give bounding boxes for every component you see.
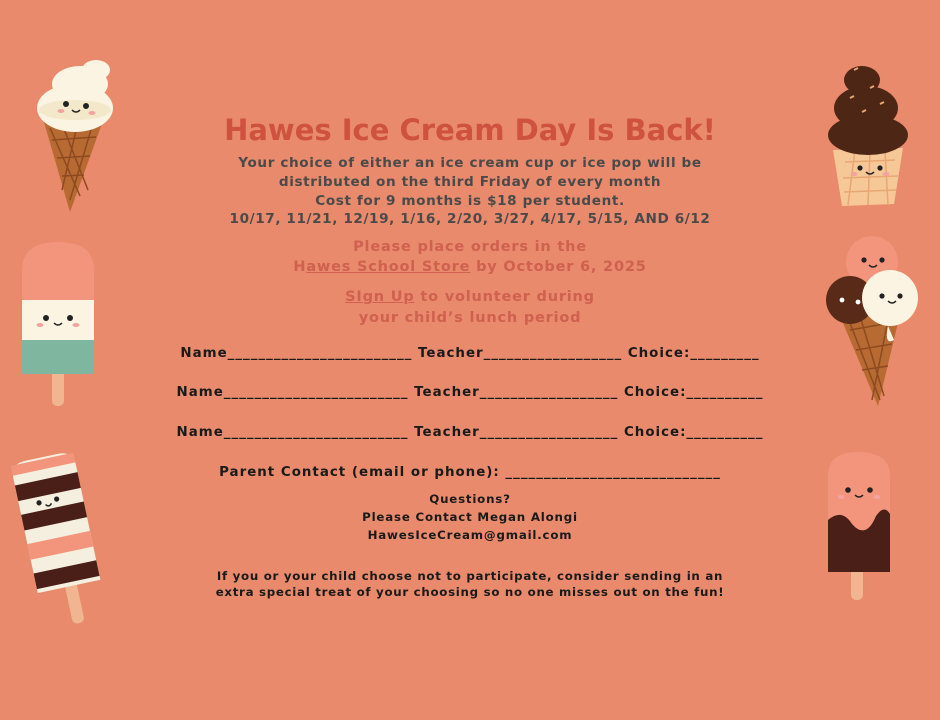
volunteer-line-1 [0, 289, 940, 305]
volunteer-text: to volunteer during [414, 289, 595, 305]
info-line-1: Your choice of either an ice cream cup or ice pop will be [238, 155, 702, 171]
volunteer-line-2: your child’s lunch period [358, 310, 582, 326]
order-deadline: by October 6, 2025 [470, 259, 647, 275]
info-line-3: Cost for 9 months is $18 per student. [315, 193, 625, 209]
questions-heading: Questions? [429, 492, 511, 506]
order-prefix: H [293, 259, 307, 275]
contact-email[interactable]: HawesIceCream@gmail.com [367, 528, 573, 542]
form-row-1[interactable]: Name________________________ Teacher__________________ Choice:_________ [180, 346, 760, 361]
form-row-2[interactable]: Name________________________ Teacher__________________ Choice:__________ [176, 385, 764, 400]
school-store-link[interactable]: awes School Store [306, 259, 471, 275]
form-row-3[interactable]: Name________________________ Teacher__________________ Choice:__________ [176, 425, 764, 440]
page-title: Hawes Ice Cream Day Is Back! [224, 113, 716, 147]
note-line-2: extra special treat of your choosing so no one misses out on the fun! [215, 585, 725, 599]
order-line-2 [0, 259, 940, 275]
order-line-1: Please place orders in the [353, 239, 587, 255]
parent-contact-field[interactable]: Parent Contact (email or phone): ____________________________ [219, 465, 721, 480]
info-line-2: distributed on the third Friday of every month [278, 174, 662, 190]
info-line-4: 10/17, 11/21, 12/19, 1/16, 2/20, 3/27, 4/17, 5/15, AND 6/12 [229, 211, 711, 227]
questions-contact: Please Contact Megan Alongi [362, 510, 578, 524]
note-line-1: If you or your child choose not to participate, consider sending in an [216, 569, 724, 583]
sign-up-link[interactable]: SIgn Up [345, 289, 415, 305]
